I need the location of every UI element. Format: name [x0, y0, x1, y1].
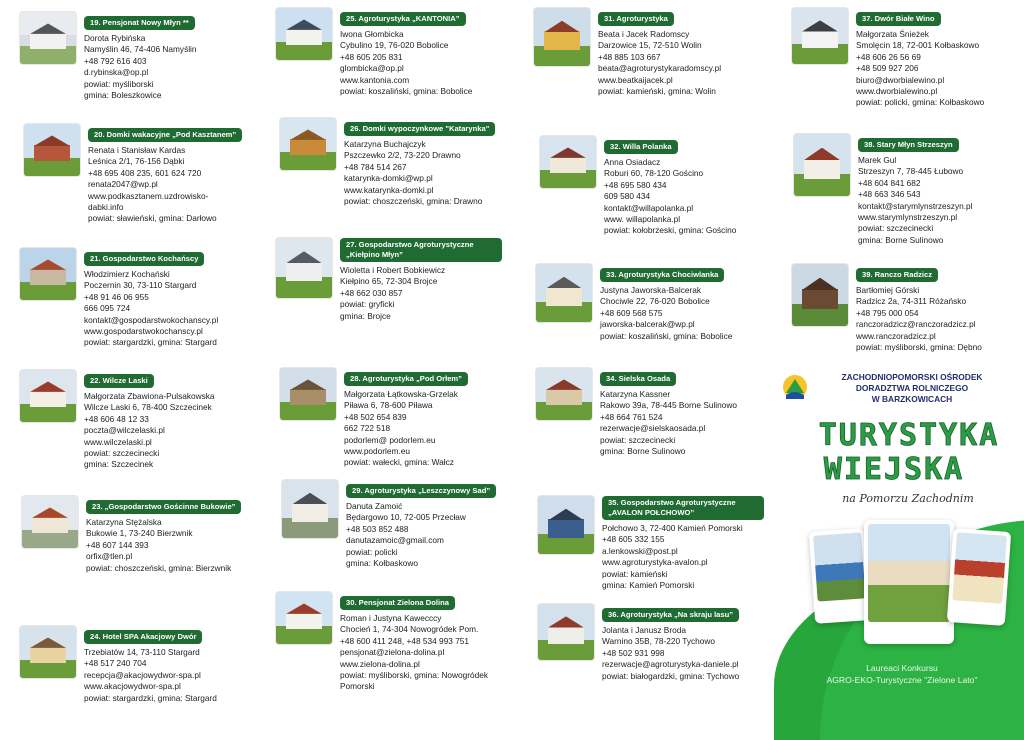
contact-name: Jolanta i Janusz Broda — [602, 625, 686, 635]
phone: +48 609 568 575 — [600, 307, 663, 318]
org-line: DORADZTWA ROLNICZEGO — [855, 383, 969, 393]
website: www.wilczelaski.pl — [84, 436, 152, 447]
entry-badge: 34. Sielska Osada — [600, 372, 676, 386]
entry-badge: 28. Agroturystyka „Pod Orłem” — [344, 372, 468, 386]
entry-badge: 25. Agroturystyka „KANTONIA” — [340, 12, 466, 26]
contact-name: Dorota Rybińska — [84, 33, 146, 43]
contact-name: Katarzyna Stężalska — [86, 517, 162, 527]
footer-line: AGRO-EKO-Turystyczne "Zielone Lato" — [826, 675, 978, 685]
address: Piława 6, 78-600 Piława — [344, 400, 433, 411]
email: d.rybinska@op.pl — [84, 67, 149, 78]
district: powiat: kamieński — [602, 568, 668, 579]
district-commune: powiat: koszaliński, gmina: Bobolice — [340, 86, 473, 97]
website: www.podkasztanem.uzdrowisko- — [88, 190, 209, 201]
entry-badge: 39. Ranczo Radzicz — [856, 268, 938, 282]
contact-name: Beata i Jacek Radomscy — [598, 29, 690, 39]
address: Chocień 1, 74-304 Nowogródek Pom. — [340, 624, 479, 635]
email: kontakt@starymlynstrzeszyn.pl — [858, 200, 973, 211]
subtitle: na Pomorzu Zachodnim — [842, 492, 974, 505]
district-commune: powiat: myśliborski, gmina: Dębno — [856, 342, 982, 353]
email: kontakt@gospodarstwokochanscy.pl — [84, 314, 219, 325]
phone: 666 095 724 — [84, 303, 131, 314]
email: pensjonat@zielona-dolina.pl — [340, 647, 445, 658]
entry-photo — [538, 604, 594, 660]
entry-photo — [22, 496, 78, 548]
address: Pszczewko 2/2, 73-220 Drawno — [344, 150, 461, 161]
contact-name: Małgorzata Śnieżek — [856, 29, 929, 39]
email: danutazamoic@gmail.com — [346, 535, 444, 546]
footer-line: Laureaci Konkursu — [866, 663, 938, 673]
entry-badge: 33. Agroturystyka Chociwlanka — [600, 268, 724, 282]
district: powiat: myśliborski — [84, 78, 154, 89]
phone: +48 885 103 667 — [598, 51, 661, 62]
district-commune: powiat: choszczeński, gmina: Drawno — [344, 196, 483, 207]
entry-photo — [20, 626, 76, 678]
entry-badge: 20. Domki wakacyjne „Pod Kasztanem” — [88, 128, 242, 142]
address: Cybulino 19, 76-020 Bobolice — [340, 40, 449, 51]
phone: +48 695 408 235, 601 624 720 — [88, 167, 202, 178]
entry-badge: 29. Agroturystyka „Leszczynowy Sad” — [346, 484, 496, 498]
entry-badge: 38. Stary Młyn Strzeszyn — [858, 138, 959, 152]
email: ranczoradzicz@ranczoradzicz.pl — [856, 319, 976, 330]
website: www.zielona-dolina.pl — [340, 658, 420, 669]
phone: +48 792 616 403 — [84, 55, 147, 66]
entry-photo — [20, 248, 76, 300]
email: poczta@wilczelaski.pl — [84, 425, 165, 436]
entry-photo — [540, 136, 596, 188]
district: powiat: szczecinecki — [84, 448, 160, 459]
entry-photo — [792, 264, 848, 326]
district-commune: powiat: policki, gmina: Kołbaskowo — [856, 97, 985, 108]
address: Rakowo 39a, 78-445 Borne Sulinowo — [600, 400, 737, 411]
email: a.lenkowski@post.pl — [602, 545, 678, 556]
entry-photo — [538, 496, 594, 554]
contact-name: Iwona Głombicka — [340, 29, 404, 39]
phone: 662 722 518 — [344, 423, 391, 434]
phone: 609 580 434 — [604, 191, 651, 202]
entry-photo — [536, 368, 592, 420]
contact-name: Renata i Stanisław Kardas — [88, 145, 186, 155]
district: powiat: szczecinecki — [858, 223, 934, 234]
email: recepcja@akacjowydwor-spa.pl — [84, 669, 201, 680]
contact-name: Marek Gul — [858, 155, 897, 165]
contact-name: Małgorzata Zbawiona-Pulsakowska — [84, 391, 215, 401]
website: www.podorlem.eu — [344, 446, 410, 457]
website: www.kantonia.com — [340, 74, 410, 85]
address: Roburi 60, 78-120 Gościno — [604, 168, 704, 179]
card-photo — [868, 524, 950, 622]
district-commune: powiat: białogardzki, gmina: Tychowo — [602, 670, 740, 681]
address: Bukowie 1, 73-240 Bierzwnik — [86, 528, 193, 539]
email: rezerwacje@sielskaosada.pl — [600, 423, 706, 434]
district-commune: powiat: kołobrzeski, gmina: Gościno — [604, 225, 737, 236]
website: www.starymlynstrzeszyn.pl — [858, 212, 958, 223]
email: biuro@dworbialewino.pl — [856, 74, 945, 85]
organization-name — [812, 372, 1012, 405]
website: www.ranczoradzicz.pl — [856, 330, 936, 341]
entry-photo — [24, 124, 80, 176]
contact-name: Katarzyna Kassner — [600, 389, 671, 399]
address: Warnino 35B, 78-220 Tychowo — [602, 636, 715, 647]
org-line: W BARZKOWICACH — [871, 394, 953, 404]
entry-badge: 31. Agroturystyka — [598, 12, 674, 26]
email: podorlem@ podorlem.eu — [344, 434, 436, 445]
district-commune: powiat: choszczeński, gmina: Bierzwnik — [86, 562, 232, 573]
phone: +48 502 931 998 — [602, 647, 665, 658]
district-commune: powiat: kamieński, gmina: Wolin — [598, 86, 716, 97]
contact-name: Bartłomiej Górski — [856, 285, 920, 295]
entry-badge: 27. Gospodarstwo Agroturystyczne „Kiełpino Młyn” — [340, 238, 502, 262]
phone: +48 664 761 524 — [600, 411, 663, 422]
phone: +48 606 48 12 33 — [84, 413, 149, 424]
entry-badge: 24. Hotel SPA Akacjowy Dwór — [84, 630, 202, 644]
entry-badge: 36. Agroturystyka „Na skraju lasu” — [602, 608, 739, 622]
entry-badge: 37. Dwór Białe Wino — [856, 12, 941, 26]
address: Poczernin 30, 73-110 Stargard — [84, 280, 197, 291]
commune: gmina: Boleszkowice — [84, 90, 162, 101]
address: Chociwle 22, 76-020 Bobolice — [600, 296, 710, 307]
entry-badge: 32. Willa Polanka — [604, 140, 678, 154]
entry-badge: 35. Gospodarstwo Agroturystyczne „AVALON POŁCHOWO” — [602, 496, 764, 520]
entry-badge: 21. Gospodarstwo Kochańscy — [84, 252, 204, 266]
address: Leśnica 2/1, 76-156 Dąbki — [88, 156, 185, 167]
entry-photo — [534, 8, 590, 66]
district: powiat: gryficki — [340, 299, 395, 310]
entry-badge: 30. Pensjonat Zielona Dolina — [340, 596, 455, 610]
contact-name: Małgorzata Łątkowska-Grzelak — [344, 389, 458, 399]
address: Trzebiatów 14, 73-110 Stargard — [84, 647, 200, 657]
address: Wilcze Laski 6, 78-400 Szczecinek — [84, 402, 212, 413]
commune: gmina: Borne Sulinowo — [600, 446, 686, 457]
website: www.akacjowydwor-spa.pl — [84, 681, 181, 692]
contact-name: Danuta Zamoić — [346, 501, 403, 511]
address: Strzeszyn 7, 78-445 Łubowo — [858, 166, 964, 177]
phone: +48 784 514 267 — [344, 161, 407, 172]
photo-card-center — [864, 520, 954, 644]
phone: +48 662 030 857 — [340, 287, 403, 298]
commune: gmina: Borne Sulinowo — [858, 234, 944, 245]
commune: gmina: Szczecinek — [84, 459, 154, 470]
photo-card-left — [809, 528, 871, 624]
phone: +48 795 000 054 — [856, 307, 919, 318]
entry-badge: 23. „Gospodarstwo Gościnne Bukowie” — [86, 500, 241, 514]
commune-cont: Pomorski — [340, 681, 375, 692]
entry-photo — [282, 480, 338, 538]
email: glombicka@op.pl — [340, 63, 404, 74]
card-photo — [952, 532, 1007, 603]
contact-name: Anna Osiadacz — [604, 157, 661, 167]
phone: +48 600 411 248, +48 534 993 751 — [340, 635, 470, 646]
title-turystyka: TURYSTYKA — [818, 418, 1000, 453]
website: www.katarynka-domki.pl — [344, 184, 434, 195]
contact-name: Katarzyna Buchajczyk — [344, 139, 426, 149]
phone: +48 91 46 06 955 — [84, 291, 149, 302]
entry-photo — [794, 134, 850, 196]
phone: +48 503 852 488 — [346, 523, 409, 534]
contact-name: Włodzimierz Kochański — [84, 269, 170, 279]
phone: +48 502 654 839 — [344, 411, 407, 422]
district-commune: powiat: koszaliński, gmina: Bobolice — [600, 330, 733, 341]
email: beata@agroturystykaradomscy.pl — [598, 63, 722, 74]
website: www. willapolanka.pl — [604, 214, 681, 225]
commune: gmina: Brojce — [340, 310, 391, 321]
address: Namyślin 46, 74-406 Namyślin — [84, 44, 197, 55]
phone: +48 517 240 704 — [84, 658, 147, 669]
entry-badge: 22. Wilcze Laski — [84, 374, 154, 388]
email: kontakt@willapolanka.pl — [604, 202, 694, 213]
phone: +48 663 346 543 — [858, 189, 921, 200]
entry-photo — [20, 370, 76, 422]
contact-name: Roman i Justyna Kawecccy — [340, 613, 442, 623]
address: Darzowice 15, 72-510 Wolin — [598, 40, 702, 51]
title-wiejska: WIEJSKA — [823, 452, 965, 487]
phone: +48 605 332 155 — [602, 534, 665, 545]
district-commune: powiat: myśliborski, gmina: Nowogródek — [340, 670, 489, 681]
district: powiat: policki — [346, 546, 398, 557]
entry-photo — [276, 238, 332, 298]
email: jaworska-balcerak@wp.pl — [600, 319, 695, 330]
phone: +48 509 927 206 — [856, 63, 919, 74]
phone: +48 604 841 682 — [858, 177, 921, 188]
commune: gmina: Kamień Pomorski — [602, 580, 695, 591]
phone: +48 605 205 831 — [340, 51, 403, 62]
entry-photo — [280, 368, 336, 420]
photo-card-right — [947, 528, 1011, 626]
website: www.beatkaijacek.pl — [598, 74, 673, 85]
address: Kiełpino 65, 72-304 Brojce — [340, 276, 438, 287]
entry-photo — [792, 8, 848, 64]
entry-badge: 26. Domki wypoczynkowe "Katarynka" — [344, 122, 495, 136]
phone: +48 606 26 56 69 — [856, 51, 921, 62]
entry-photo — [276, 8, 332, 60]
email: katarynka-domki@wp.pl — [344, 173, 433, 184]
contact-name: Justyna Jaworska-Balcerak — [600, 285, 701, 295]
entry-photo — [280, 118, 336, 170]
district-commune: powiat: sławieński, gmina: Darłowo — [88, 213, 217, 224]
district-commune: powiat: stargardzki, gmina: Stargard — [84, 692, 217, 703]
card-photo — [813, 532, 865, 601]
footer-caption — [786, 662, 1018, 686]
website-cont: dabki.info — [88, 202, 124, 213]
org-line: ZACHODNIOPOMORSKI OŚRODEK — [841, 372, 983, 382]
phone: +48 607 144 393 — [86, 539, 149, 550]
district-commune: powiat: stargardzki, gmina: Stargard — [84, 337, 217, 348]
district: powiat: szczecinecki — [600, 434, 676, 445]
entry-photo — [20, 12, 76, 64]
phone: +48 695 580 434 — [604, 179, 667, 190]
website: www.dworbialewino.pl — [856, 86, 938, 97]
contact-name: Wioletta i Robert Bobkiewicz — [340, 265, 446, 275]
commune: gmina: Kołbaskowo — [346, 558, 418, 569]
email: rezerwacje@agroturystyka-daniele.pl — [602, 659, 739, 670]
district-commune: powiat: wałecki, gmina: Wałcz — [344, 457, 454, 468]
address: Będargowo 10, 72-005 Przecław — [346, 512, 466, 523]
address: Smolęcin 18, 72-001 Kołbaskowo — [856, 40, 980, 51]
email: renata2047@wp.pl — [88, 179, 158, 190]
website: www.agroturystyka-avalon.pl — [602, 557, 708, 568]
email: orfix@tlen.pl — [86, 551, 133, 562]
address: Radzicz 2a, 74-311 Różańsko — [856, 296, 967, 307]
entry-photo — [536, 264, 592, 322]
website: www.gospodarstwokochanscy.pl — [84, 326, 203, 337]
odr-logo-icon — [781, 373, 809, 403]
entry-photo — [276, 592, 332, 644]
address: Połchowo 3, 72-400 Kamień Pomorski — [602, 523, 743, 533]
entry-badge: 19. Pensjonat Nowy Młyn ** — [84, 16, 195, 30]
